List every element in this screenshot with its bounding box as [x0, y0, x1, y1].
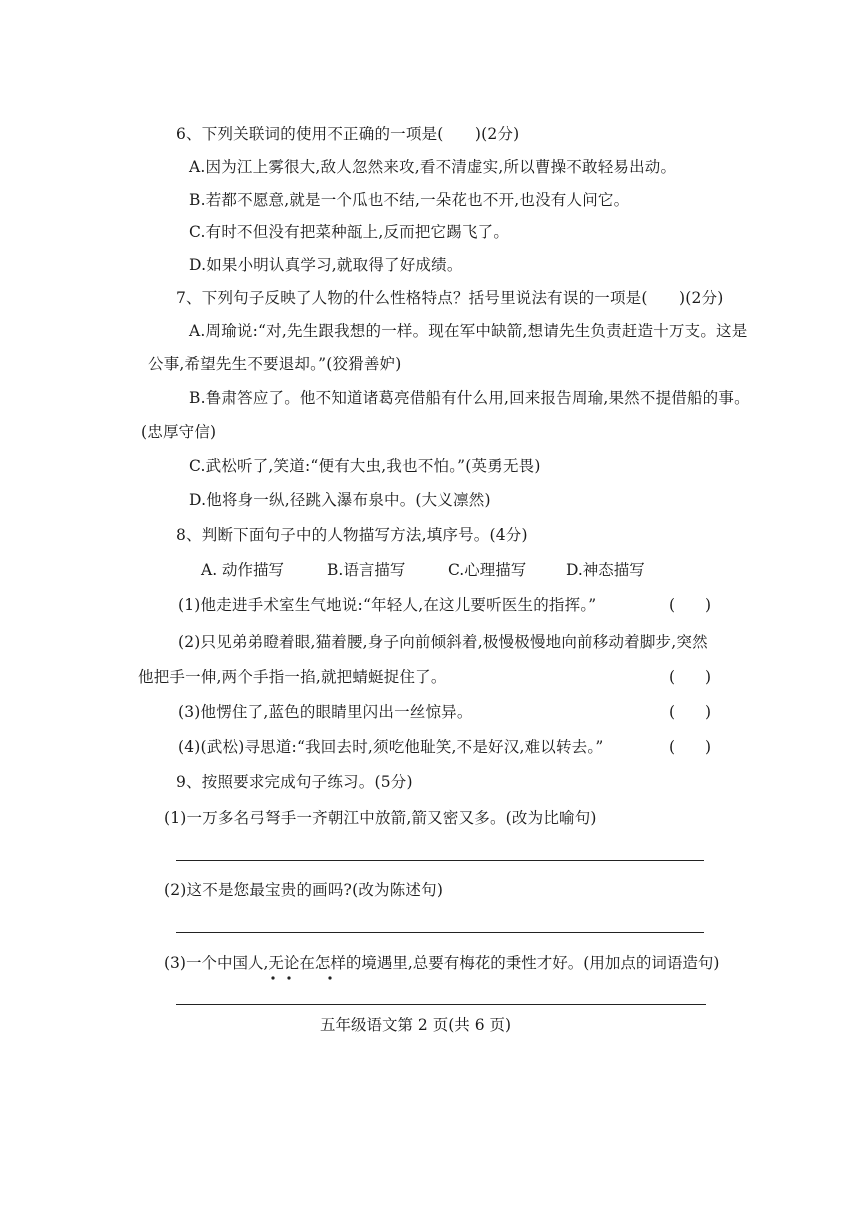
emphasis-dots: [260, 973, 340, 983]
q6-option-a: A.因为江上雾很大,敌人忽然来攻,看不清虚实,所以曹操不敢轻易出动。: [189, 158, 677, 176]
q7-option-a-line1: A.周瑜说:“对,先生跟我想的一样。现在军中缺箭,想请先生负责赶造十万支。这是: [189, 322, 748, 340]
paren-close: ): [704, 668, 711, 686]
q9-answer-line-2[interactable]: [176, 932, 704, 933]
q8-item-2-line1: (2)只见弟弟瞪着眼,猫着腰,身子向前倾斜着,极慢极慢地向前移动着脚步,突然: [178, 633, 708, 651]
q8-item-4-answer-blank[interactable]: [669, 737, 711, 757]
paren-open: (: [669, 668, 676, 686]
q9-answer-line-1[interactable]: [176, 860, 704, 861]
q8-choice-d: D.神态描写: [566, 561, 645, 579]
emphasis-dot: [271, 976, 274, 979]
paren-close: ): [704, 596, 711, 614]
q8-item-1-answer-blank[interactable]: [669, 595, 711, 615]
q6-option-b: B.若都不愿意,就是一个瓜也不结,一朵花也不开,也没有人问它。: [189, 191, 630, 209]
q9-sentence-2: (2)这不是您最宝贵的画吗?(改为陈述句): [164, 881, 444, 899]
page-footer: 五年级语文第 2 页(共 6 页): [320, 1016, 512, 1034]
q8-choice-c: C.心理描写: [448, 561, 527, 579]
q7-option-b-line1: B.鲁肃答应了。他不知道诸葛亮借船有什么用,回来报告周瑜,果然不提借船的事。: [189, 389, 750, 407]
q6-option-d: D.如果小明认真学习,就取得了好成绩。: [189, 256, 463, 274]
q8-item-4: (4)(武松)寻思道:“我回去时,须吃他耻笑,不是好汉,难以转去。”: [178, 738, 604, 756]
q9-answer-line-3[interactable]: [176, 1004, 706, 1005]
paren-close: ): [704, 738, 711, 756]
q8-item-2-line2: 他把手一伸,两个手指一掐,就把蜻蜓捉住了。: [138, 668, 447, 686]
q8-stem: 8、判断下面句子中的人物描写方法,填序号。(4分): [176, 526, 528, 544]
paren-open: (: [669, 738, 676, 756]
q6-stem: 6、下列关联词的使用不正确的一项是( )(2分): [176, 125, 520, 143]
q8-item-3-answer-blank[interactable]: [669, 702, 711, 722]
q8-choice-a: A. 动作描写: [201, 561, 285, 579]
q7-stem: 7、下列句子反映了人物的什么性格特点？括号里说法有误的一项是( )(2分): [176, 289, 724, 307]
q7-option-a-line2: 公事,希望先生不要退却。”(狡猾善妒): [148, 355, 402, 373]
q7-option-c: C.武松听了,笑道:“便有大虫,我也不怕。”(英勇无畏): [189, 457, 541, 475]
paren-open: (: [669, 596, 676, 614]
emphasis-dot: [328, 976, 331, 979]
q8-choice-b: B.语言描写: [327, 561, 406, 579]
emphasis-dot: [287, 976, 290, 979]
q6-option-c: C.有时不但没有把菜种瓿上,反而把它踢飞了。: [189, 223, 510, 241]
q8-item-1: (1)他走进手术室生气地说:“年轻人,在这儿要听医生的指挥。”: [178, 596, 597, 614]
q8-item-2-answer-blank[interactable]: [669, 667, 711, 687]
q9-sentence-3: (3)一个中国人,无论在怎样的境遇里,总要有梅花的秉性才好。(用加点的词语造句): [164, 954, 720, 972]
q7-option-d: D.他将身一纵,径跳入瀑布泉中。(大义凛然): [189, 491, 491, 509]
q8-item-3: (3)他愣住了,蓝色的眼睛里闪出一丝惊异。: [178, 703, 473, 721]
q7-option-b-line2: (忠厚守信): [141, 423, 217, 441]
q9-sentence-1: (1)一万多名弓弩手一齐朝江中放箭,箭又密又多。(改为比喻句): [164, 809, 597, 827]
q9-stem: 9、按照要求完成句子练习。(5分): [176, 773, 413, 791]
paren-close: ): [704, 703, 711, 721]
paren-open: (: [669, 703, 676, 721]
